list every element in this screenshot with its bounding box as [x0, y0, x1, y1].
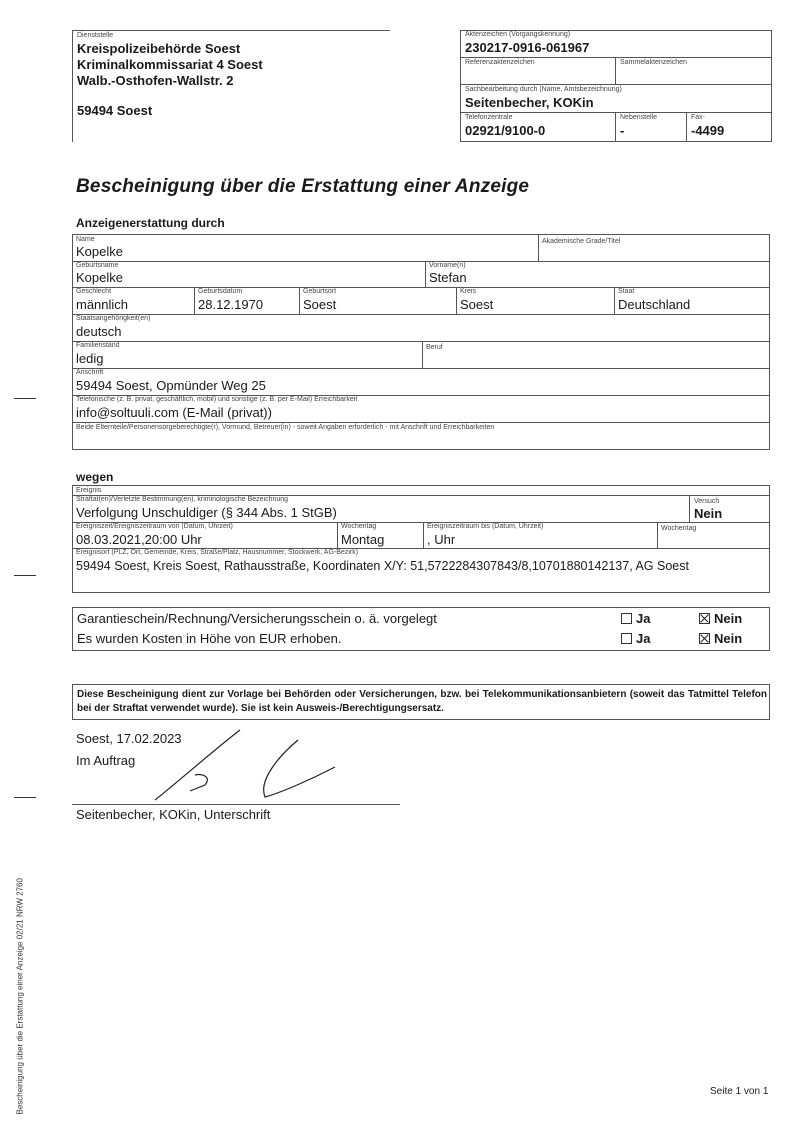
- vorname-value: Stefan: [429, 270, 467, 285]
- costs-ja-label: Ja: [636, 631, 651, 646]
- fold-mark-middle: [14, 575, 36, 576]
- section-heading-reporter: Anzeigenerstattung durch: [76, 216, 225, 230]
- document-title: Bescheinigung über die Erstattung einer Anzeige: [76, 176, 530, 197]
- place-date: Soest, 17.02.2023: [76, 731, 182, 746]
- beruf-label: Beruf: [426, 344, 443, 351]
- fax-label: Fax-: [691, 114, 705, 121]
- geburtsname-value: Kopelke: [76, 270, 123, 285]
- vorname-label: Vorname(n): [429, 262, 466, 269]
- telefon-label: Telefonzentrale: [465, 114, 513, 121]
- referenz-label: Referenzaktenzeichen: [465, 59, 535, 66]
- zeit-bis-value: , Uhr: [427, 532, 456, 547]
- receipt-nein-checkbox[interactable]: [699, 613, 710, 624]
- costs-receipt-box: [72, 607, 770, 651]
- kreis-value: Soest: [460, 297, 494, 312]
- geburtsdatum-value: 28.12.1970: [198, 297, 264, 312]
- section-heading-event: wegen: [76, 470, 114, 484]
- form-code-side-text: Bescheinigung über die Erstattung einer Anzeige 02/21 NRW 2760: [15, 878, 25, 1115]
- costs-nein-label: Nein: [714, 631, 743, 646]
- staatsangehoerigkeit-label: Staatsangehörigkeit(en): [76, 315, 151, 322]
- case-reference-block: [460, 30, 772, 142]
- handwritten-signature: [140, 725, 340, 805]
- aktenzeichen: 230217-0916-061967: [465, 40, 590, 55]
- aktenzeichen-label: Aktenzeichen (Vorgangskennung): [465, 31, 571, 38]
- zeit-von-label: Ereigniszeit/Ereigniszeitraum von (Datum, Uhrzeit): [76, 523, 233, 530]
- wochentag2-label: Wochentag: [661, 525, 697, 532]
- anschrift-value: 59494 Soest, Opmünder Weg 25: [76, 378, 266, 393]
- signer-name: Seitenbecher, KOKin, Unterschrift: [76, 807, 271, 822]
- geschlecht-label: Geschlecht: [76, 288, 112, 295]
- ereignis-label: Ereignis: [76, 487, 102, 494]
- event-details-table: [72, 485, 770, 593]
- anschrift-label: Anschrift: [76, 369, 104, 376]
- nebenstelle: -: [620, 123, 625, 138]
- nebenstelle-label: Nebenstelle: [620, 114, 657, 121]
- titel-label: Akademische Grade/Titel: [542, 238, 621, 245]
- geburtsort-label: Geburtsort: [303, 288, 337, 295]
- dienststelle-label: Dienststelle: [77, 32, 114, 39]
- office-postal: 59494 Soest: [77, 103, 153, 118]
- im-auftrag: Im Auftrag: [76, 753, 136, 768]
- sammel-label: Sammelaktenzeichen: [620, 59, 687, 66]
- receipt-ja-label: Ja: [636, 611, 651, 626]
- familienstand-label: Familienstand: [76, 342, 120, 349]
- notice-text: Diese Bescheinigung dient zur Vorlage bei Behörden oder Versicherungen, bzw. bei Telekommunikationsanbietern (soweit das Tatmittel Telefon bei der Straftat verwendet wurde). Sie ist kein Ausweis-/Berechtigungsersatz.: [77, 689, 767, 714]
- versuch-value: Nein: [694, 506, 723, 521]
- fold-mark-top: [14, 398, 36, 399]
- geburtsname-label: Geburtsname: [76, 262, 119, 269]
- name-label: Name: [76, 236, 95, 243]
- issuing-office-block: [72, 30, 390, 142]
- eltern-label: Beide Elternteile/Personensorgeberechtigte(r), Vormund, Betreuer(in) - soweit Angaben erforderlich - mit Anschrift und Erreichbarkeiten: [76, 424, 495, 431]
- staatsangehoerigkeit-value: deutsch: [76, 324, 122, 339]
- zeit-bis-label: Ereigniszeitraum bis (Datum, Uhrzeit): [427, 523, 544, 530]
- kreis-label: Kreis: [460, 288, 476, 295]
- staat-label: Staat: [618, 288, 635, 295]
- sachbearbeitung-label: Sachbearbeitung durch (Name, Amtsbezeichnung): [465, 86, 622, 93]
- versuch-label: Versuch: [694, 498, 720, 505]
- costs-nein-checkbox[interactable]: [699, 633, 710, 644]
- name-value: Kopelke: [76, 244, 123, 259]
- notice-box: [72, 684, 770, 720]
- geschlecht-value: männlich: [76, 297, 129, 312]
- office-line-1: Kreispolizeibehörde Soest: [77, 41, 241, 56]
- page-number: Seite 1 von 1: [710, 1086, 769, 1097]
- costs-ja-checkbox[interactable]: [621, 633, 632, 644]
- fold-mark-bottom: [14, 797, 36, 798]
- straftat-label: Straftat(en)/Verletzte Bestimmung(en), kriminologische Bezeichnung: [76, 496, 289, 503]
- receipt-ja-checkbox[interactable]: [621, 613, 632, 624]
- ereignisort-value: 59494 Soest, Kreis Soest, Rathausstraße, Koordinaten X/Y: 51,5722284307843/8,107018801421​37, AG Soest: [76, 559, 689, 573]
- office-line-3: Walb.-Osthofen-Wallstr. 2: [77, 73, 234, 88]
- ereignisort-label: Ereignisort (PLZ, Ort, Gemeinde, Kreis, Straße/Platz, Hausnummer, Stockwerk, AG-Bezirk): [76, 549, 359, 556]
- sachbearbeitung: Seitenbecher, KOKin: [465, 95, 594, 110]
- straftat-value: Verfolgung Unschuldiger (§ 344 Abs. 1 StGB): [76, 505, 337, 520]
- zeit-von-value: 08.03.2021,20:00 Uhr: [76, 532, 202, 547]
- wochentag-value: Montag: [341, 532, 385, 547]
- costs-statement: Es wurden Kosten in Höhe von EUR erhoben.: [77, 631, 342, 646]
- telefonzentrale: 02921/9100-0: [465, 123, 546, 138]
- geburtsort-value: Soest: [303, 297, 337, 312]
- reporter-details-table: [72, 234, 770, 450]
- geburtsdatum-label: Geburtsdatum: [198, 288, 243, 295]
- fax: -4499: [691, 123, 725, 138]
- receipt-question: Garantieschein/Rechnung/Versicherungsschein o. ä. vorgelegt: [77, 611, 437, 626]
- wochentag-label: Wochentag: [341, 523, 377, 530]
- familienstand-value: ledig: [76, 351, 104, 366]
- office-line-2: Kriminalkommissariat 4 Soest: [77, 57, 263, 72]
- erreichbarkeit-label: Telefonische (z. B. privat, geschäftlich, mobil) und sonstige (z. B. per E-Mail) Erreichbarkeit: [76, 396, 358, 403]
- staat-value: Deutschland: [618, 297, 691, 312]
- erreichbarkeit-value: info@soltuuli.com (E-Mail (privat)): [76, 405, 272, 420]
- receipt-nein-label: Nein: [714, 611, 743, 626]
